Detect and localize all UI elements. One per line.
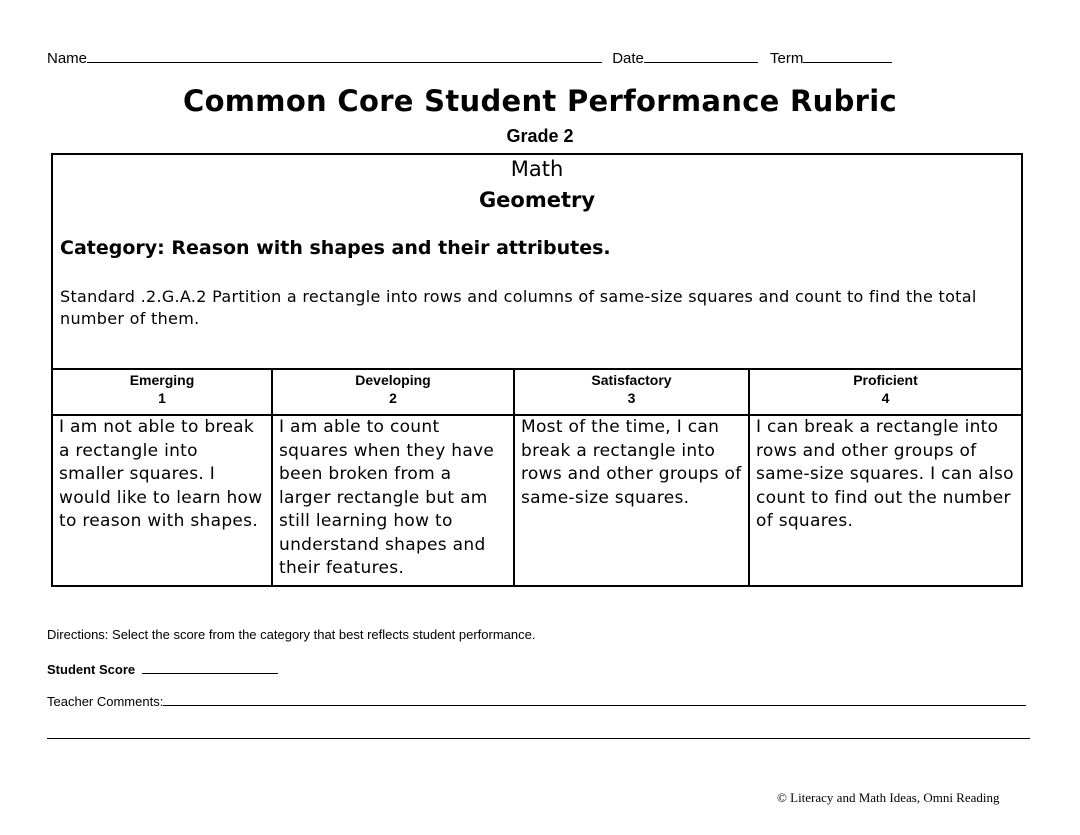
rubric-divider (53, 368, 1021, 370)
student-score-label: Student Score (47, 662, 136, 677)
teacher-comments-row (47, 692, 1026, 709)
student-score-field[interactable] (142, 660, 278, 674)
teacher-comments-label: Teacher Comments: (47, 694, 164, 709)
teacher-comments-field[interactable] (163, 692, 1026, 706)
page-title: Common Core Student Performance Rubric (182, 84, 898, 118)
level-header-developing (273, 371, 513, 413)
date-label: Date (612, 50, 644, 67)
level-name: Developing (355, 372, 431, 388)
category-text: Category: Reason with shapes and their attributes. (60, 237, 611, 259)
level-header-satisfactory (515, 371, 748, 413)
name-label: Name (47, 50, 88, 67)
student-score-row (47, 660, 278, 677)
date-field[interactable] (644, 49, 758, 63)
rubric-table (51, 153, 1023, 587)
level-name: Satisfactory (591, 372, 672, 388)
strand-title: Geometry (478, 188, 596, 212)
term-label: Term (770, 50, 804, 67)
standard-text: Standard .2.G.A.2 Partition a rectangle into rows and columns of same-size squares and count to find the total number of them. (60, 287, 977, 328)
level-header-proficient (750, 371, 1021, 413)
level-name: Proficient (853, 372, 918, 388)
level-header-emerging (53, 371, 271, 413)
level-score: 4 (881, 390, 890, 406)
subject-title: Math (510, 157, 564, 181)
grade-label: Grade 2 (506, 126, 574, 146)
teacher-comments-line[interactable] (47, 738, 1030, 739)
level-name: Emerging (129, 372, 195, 388)
name-field[interactable] (87, 49, 602, 63)
header-fields (47, 49, 1037, 67)
level-description-satisfactory: Most of the time, I can break a rectangle into rows and other groups of same-size squares. (521, 417, 742, 508)
term-field[interactable] (803, 49, 892, 63)
copyright-footer: © Literacy and Math Ideas, Omni Reading (777, 790, 1000, 805)
level-description-developing: I am able to count squares when they have been broken from a larger rectangle but am still learning how to understand shapes and their features. (279, 417, 495, 578)
level-description-proficient: I can break a rectangle into rows and other groups of same-size squares. I can also count to find out the number of squares. (756, 417, 1014, 531)
level-score: 1 (158, 390, 166, 406)
rubric-header (53, 155, 1021, 369)
level-score: 3 (627, 390, 636, 406)
directions-text: Directions: Select the score from the category that best reflects student performance. (47, 627, 536, 642)
level-score: 2 (389, 390, 397, 406)
level-description-emerging: I am not able to break a rectangle into smaller squares. I would like to learn how to reason with shapes. (59, 417, 263, 531)
